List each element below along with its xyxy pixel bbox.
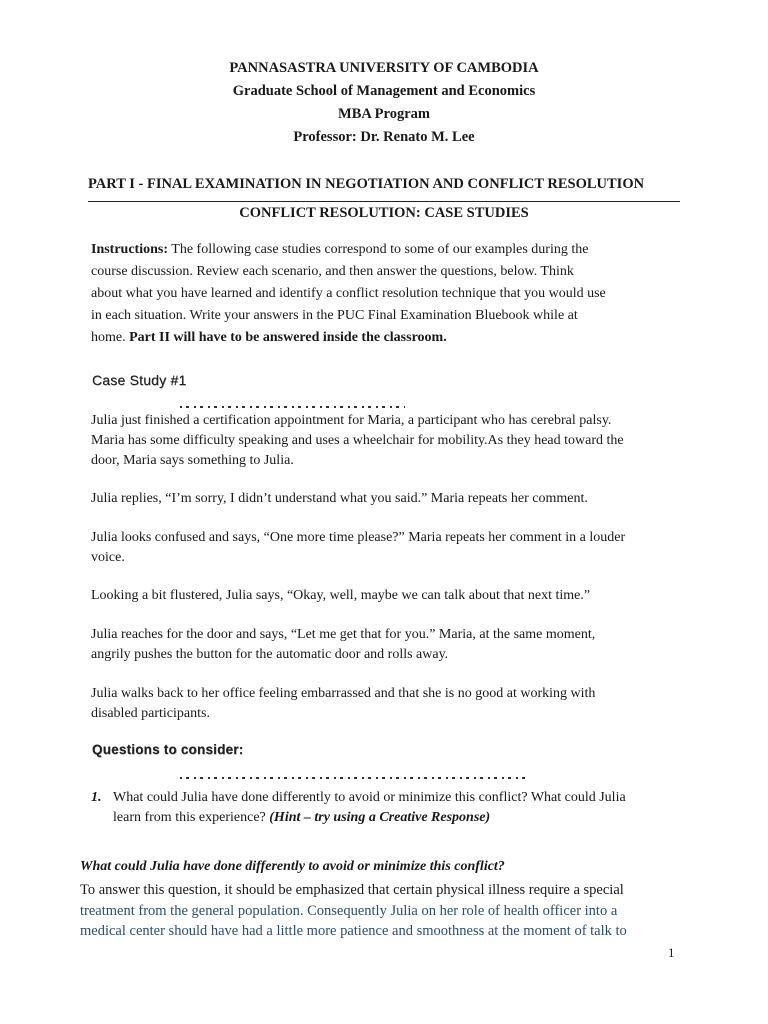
- instructions-line-4: in each situation. Write your answers in the PUC Final Examination Bluebook while at: [91, 308, 578, 323]
- questions-heading: Questions to consider:: [92, 742, 244, 757]
- answer-heading: What could Julia have done differently to avoid or minimize this conflict?: [80, 859, 505, 874]
- paragraph-1-line-1: Julia just finished a certification appointment for Maria, a participant who has cerebral palsy.: [91, 413, 612, 428]
- page-number: 1: [668, 945, 675, 960]
- section-title: CONFLICT RESOLUTION: CASE STUDIES: [239, 205, 529, 221]
- question-1-number: 1.: [91, 790, 102, 805]
- professor-name: Professor: Dr. Renato M. Lee: [293, 129, 475, 145]
- case-study-heading: Case Study #1: [92, 372, 187, 388]
- answer-line-2: treatment from the general population. Consequently Julia on her role of health officer into a: [80, 903, 618, 919]
- program-name: MBA Program: [338, 106, 430, 122]
- university-name: PANNASASTRA UNIVERSITY OF CAMBODIA: [229, 60, 539, 76]
- paragraph-4-line-1: Looking a bit flustered, Julia says, “Okay, well, maybe we can talk about that next time.”: [91, 588, 591, 603]
- instructions-line-1: Instructions: The following case studies correspond to some of our examples during the: [91, 242, 589, 257]
- question-1-line-1: What could Julia have done differently to avoid or minimize this conflict? What could Julia: [113, 790, 626, 805]
- answer-line-3: medical center should have had a little more patience and smoothness at the moment of talk to: [80, 923, 627, 939]
- title-divider: [88, 201, 680, 202]
- paragraph-2-line-1: Julia replies, “I’m sorry, I didn’t understand what you said.” Maria repeats her comment.: [91, 491, 588, 506]
- instructions-line-5: home. Part II will have to be answered inside the classroom.: [91, 330, 447, 345]
- instructions-line-2: course discussion. Review each scenario, and then answer the questions, below. Think: [91, 264, 574, 279]
- questions-underline-marks: [180, 771, 527, 779]
- paragraph-5-line-2: angrily pushes the button for the automatic door and rolls away.: [91, 647, 449, 662]
- paragraph-1-line-3: door, Maria says something to Julia.: [91, 453, 294, 468]
- paragraph-3-line-2: voice.: [91, 550, 125, 565]
- question-1-line-2: learn from this experience? (Hint – try using a Creative Response): [113, 810, 491, 825]
- paragraph-6-line-2: disabled participants.: [91, 706, 210, 721]
- instructions-line-3: about what you have learned and identify a conflict resolution technique that you would use: [91, 286, 606, 301]
- paragraph-5-line-1: Julia reaches for the door and says, “Let me get that for you.” Maria, at the same moment,: [91, 627, 596, 642]
- paragraph-1-line-2: Maria has some difficulty speaking and uses a wheelchair for mobility.As they head toward the: [91, 433, 624, 448]
- part-title: PART I - FINAL EXAMINATION IN NEGOTIATION AND CONFLICT RESOLUTION: [88, 176, 645, 192]
- answer-line-1: To answer this question, it should be emphasized that certain physical illness require a special: [80, 882, 624, 898]
- question-1-hint: (Hint – try using a Creative Response): [269, 810, 491, 825]
- paragraph-6-line-1: Julia walks back to her office feeling embarrassed and that she is no good at working with: [91, 686, 596, 701]
- school-name: Graduate School of Management and Economics: [232, 83, 536, 99]
- heading-underline-marks: [180, 400, 405, 408]
- instructions-label: Instructions:: [91, 242, 169, 257]
- paragraph-3-line-1: Julia looks confused and says, “One more time please?” Maria repeats her comment in a louder: [91, 530, 626, 545]
- classroom-note: Part II will have to be answered inside the classroom.: [129, 330, 447, 345]
